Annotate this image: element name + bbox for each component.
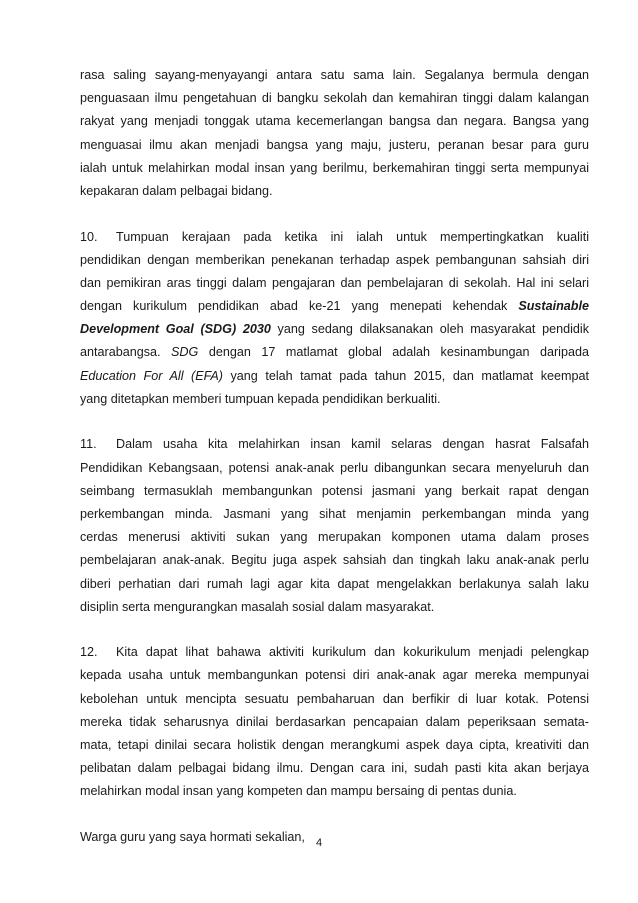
text-run: Tumpuan kerajaan pada ketika ini ialah untuk mempertingkatkan kualiti: [116, 229, 589, 244]
text-run: Kita dapat lihat bahawa aktiviti kurikulum dan kokurikulum menjadi pelengkap: [116, 645, 589, 660]
paragraph-12: [80, 641, 589, 803]
text-line: rakyat yang menjadi tonggak utama kecemerlangan bangsa dan negara. Bangsa yang: [80, 114, 589, 129]
text-line: kepada usaha untuk membangunkan potensi diri anak-anak agar mereka mempunyai: [80, 668, 589, 683]
text-run: dengan kurikulum pendidikan abad ke-21 yang menepati kehendak: [80, 299, 519, 314]
italic-text: SDG: [171, 345, 199, 360]
paragraph-gap: [80, 804, 589, 826]
paragraph-10: [80, 226, 589, 412]
page-number: 4: [315, 837, 323, 849]
text-line: mereka tidak seharusnya dinilai berdasarkan pencapaian dalam peperiksaan semata-: [80, 714, 589, 729]
text-run: yang telah tamat pada tahun 2015, dan matlamat keempat: [222, 368, 589, 383]
text-line: disiplin serta mengurangkan masalah sosial dalam masyarakat.: [80, 599, 435, 614]
text-line: [80, 226, 589, 249]
italic-text: Education For All (EFA): [80, 368, 223, 383]
text-line: dan pemikiran aras tinggi dalam pengajaran dan pembelajaran di sekolah. Hal ini selari: [80, 275, 589, 290]
text-run: yang sedang dilaksanakan oleh masyarakat pendidik: [270, 322, 589, 337]
text-line: seimbang termasuklah membangunkan potensi jasmani yang berkait rapat dengan: [80, 483, 589, 498]
text-line: [80, 365, 589, 388]
paragraph-intro: [80, 64, 589, 203]
text-line: [80, 433, 589, 456]
paragraph-number: 12.: [80, 645, 98, 660]
text-line: Pendidikan Kebangsaan, potensi anak-anak perlu dibangunkan secara menyeluruh dan: [80, 460, 589, 475]
text-line: pembelajaran anak-anak. Begitu juga aspek sahsiah dan tingkah laku anak-anak perlu: [80, 553, 589, 568]
text-line: perkembangan minda. Jasmani yang sihat menjamin perkembangan minda yang: [80, 506, 589, 521]
paragraph-gap: [80, 411, 589, 433]
text-line: menguasai ilmu akan menjadi bangsa yang maju, justeru, peranan besar para guru: [80, 137, 589, 152]
text-line: cerdas menerusi aktiviti sukan yang merupakan komponen utama dalam proses: [80, 530, 589, 545]
text-line: diberi perhatian dari rumah lagi agar kita dapat mengelakkan berlakunya salah laku: [80, 576, 589, 591]
paragraph-gap: [80, 203, 589, 225]
text-line: pelibatan dalam pelbagai bidang ilmu. Dengan cara ini, sudah pasti kita akan berjaya: [80, 761, 589, 776]
paragraph-11: [80, 433, 589, 619]
text-line: kebolehan untuk mencipta sesuatu pembaharuan dan berfikir di luar kotak. Potensi: [80, 691, 589, 706]
text-line: [80, 318, 589, 341]
text-line: [80, 295, 589, 318]
text-line: [80, 341, 589, 364]
text-line: [80, 641, 589, 664]
text-line: penguasaan ilmu pengetahuan di bangku sekolah dan kemahiran tinggi dalam kalangan: [80, 91, 589, 106]
text-line: ialah untuk melahirkan modal insan yang berilmu, berkemahiran tinggi serta mempunyai: [80, 160, 589, 175]
text-line: mata, tetapi dinilai secara holistik dengan merangkumi aspek daya cipta, kreativiti dan: [80, 738, 589, 753]
text-line: kepakaran dalam pelbagai bidang.: [80, 183, 273, 198]
text-run: dengan 17 matlamat global adalah kesinambungan daripada: [198, 345, 589, 360]
text-line: rasa saling sayang-menyayangi antara satu sama lain. Segalanya bermula dengan: [80, 68, 589, 82]
text-line: melahirkan modal insan yang kompeten dan mampu bersaing di pentas dunia.: [80, 784, 517, 799]
text-run: antarabangsa.: [80, 345, 172, 360]
text-line: pendidikan dengan memberikan penekanan terhadap aspek pembangunan sahsiah diri: [80, 252, 589, 267]
emphasis-text: Development Goal (SDG) 2030: [80, 322, 271, 337]
paragraph-number: 11.: [80, 437, 97, 452]
paragraph-gap: [80, 619, 589, 641]
emphasis-text: Sustainable: [518, 299, 589, 314]
salutation: Warga guru yang saya hormati sekalian,: [80, 830, 305, 844]
document-body: [80, 64, 589, 849]
text-run: Dalam usaha kita melahirkan insan kamil selaras dengan hasrat Falsafah: [116, 437, 589, 452]
paragraph-number: 10.: [80, 229, 98, 244]
text-line: yang ditetapkan memberi tumpuan kepada pendidikan berkualiti.: [80, 391, 441, 406]
